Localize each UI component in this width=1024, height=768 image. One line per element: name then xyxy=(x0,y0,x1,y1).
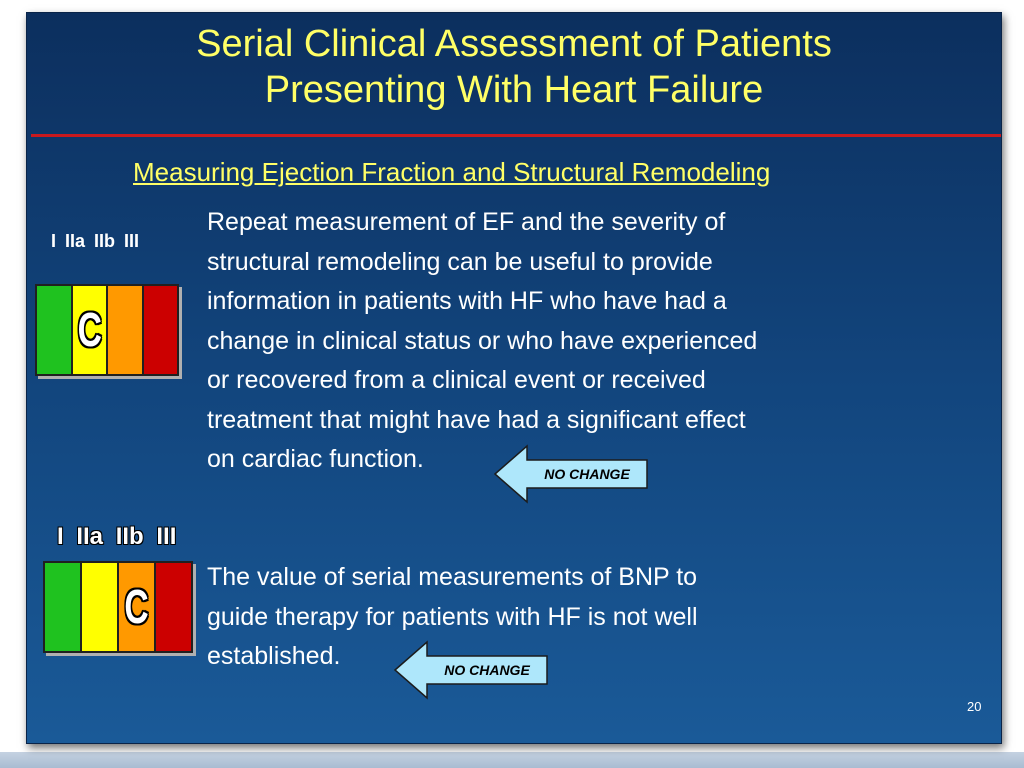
level-of-evidence: C xyxy=(124,580,149,634)
text-line: guide therapy for patients with HF is not well xyxy=(207,602,698,631)
text-line: or recovered from a clinical event or received xyxy=(207,366,706,394)
text-line: The value of serial measurements of BNP to xyxy=(207,563,698,591)
class-indicator-2 xyxy=(43,561,193,653)
text-line: established. xyxy=(207,642,341,670)
text-line: information in patients with HF who have had a xyxy=(207,287,727,315)
title-divider xyxy=(31,134,1001,137)
page-number: 20 xyxy=(967,699,982,714)
text-line: on cardiac function. xyxy=(207,445,424,473)
class-IIa-segment xyxy=(82,563,119,651)
window-bottom-strip xyxy=(0,752,1024,768)
class-labels-1: I IIa IIb III xyxy=(51,231,140,251)
recommendation-1-text xyxy=(207,203,757,480)
text-line: treatment that might have had a significant effect xyxy=(207,405,746,434)
title-line-2: Presenting With Heart Failure xyxy=(264,69,764,111)
text-line: Repeat measurement of EF and the severity of xyxy=(207,208,726,236)
status-label: NO CHANGE xyxy=(444,662,530,678)
slide-subtitle: Measuring Ejection Fraction and Structural Remodeling xyxy=(133,157,771,187)
class-IIa-segment xyxy=(73,286,109,374)
class-I-segment xyxy=(45,563,82,651)
class-IIb-segment xyxy=(119,563,156,651)
slide xyxy=(26,12,1002,744)
slide-title xyxy=(27,21,1001,113)
class-III-segment xyxy=(144,286,178,374)
class-III-segment xyxy=(156,563,191,651)
status-label: NO CHANGE xyxy=(544,466,630,482)
class-I-segment xyxy=(37,286,73,374)
text-line: change in clinical status or who have experienced xyxy=(207,326,758,355)
class-labels-2: I IIa IIb III xyxy=(57,523,177,550)
text-line: structural remodeling can be useful to provide xyxy=(207,247,713,276)
no-change-arrow-2 xyxy=(393,640,549,700)
class-indicator-1 xyxy=(35,284,179,376)
class-IIb-segment xyxy=(108,286,144,374)
title-line-1: Serial Clinical Assessment of Patients xyxy=(196,23,832,65)
level-of-evidence: C xyxy=(77,303,102,357)
no-change-arrow-1 xyxy=(493,444,649,504)
